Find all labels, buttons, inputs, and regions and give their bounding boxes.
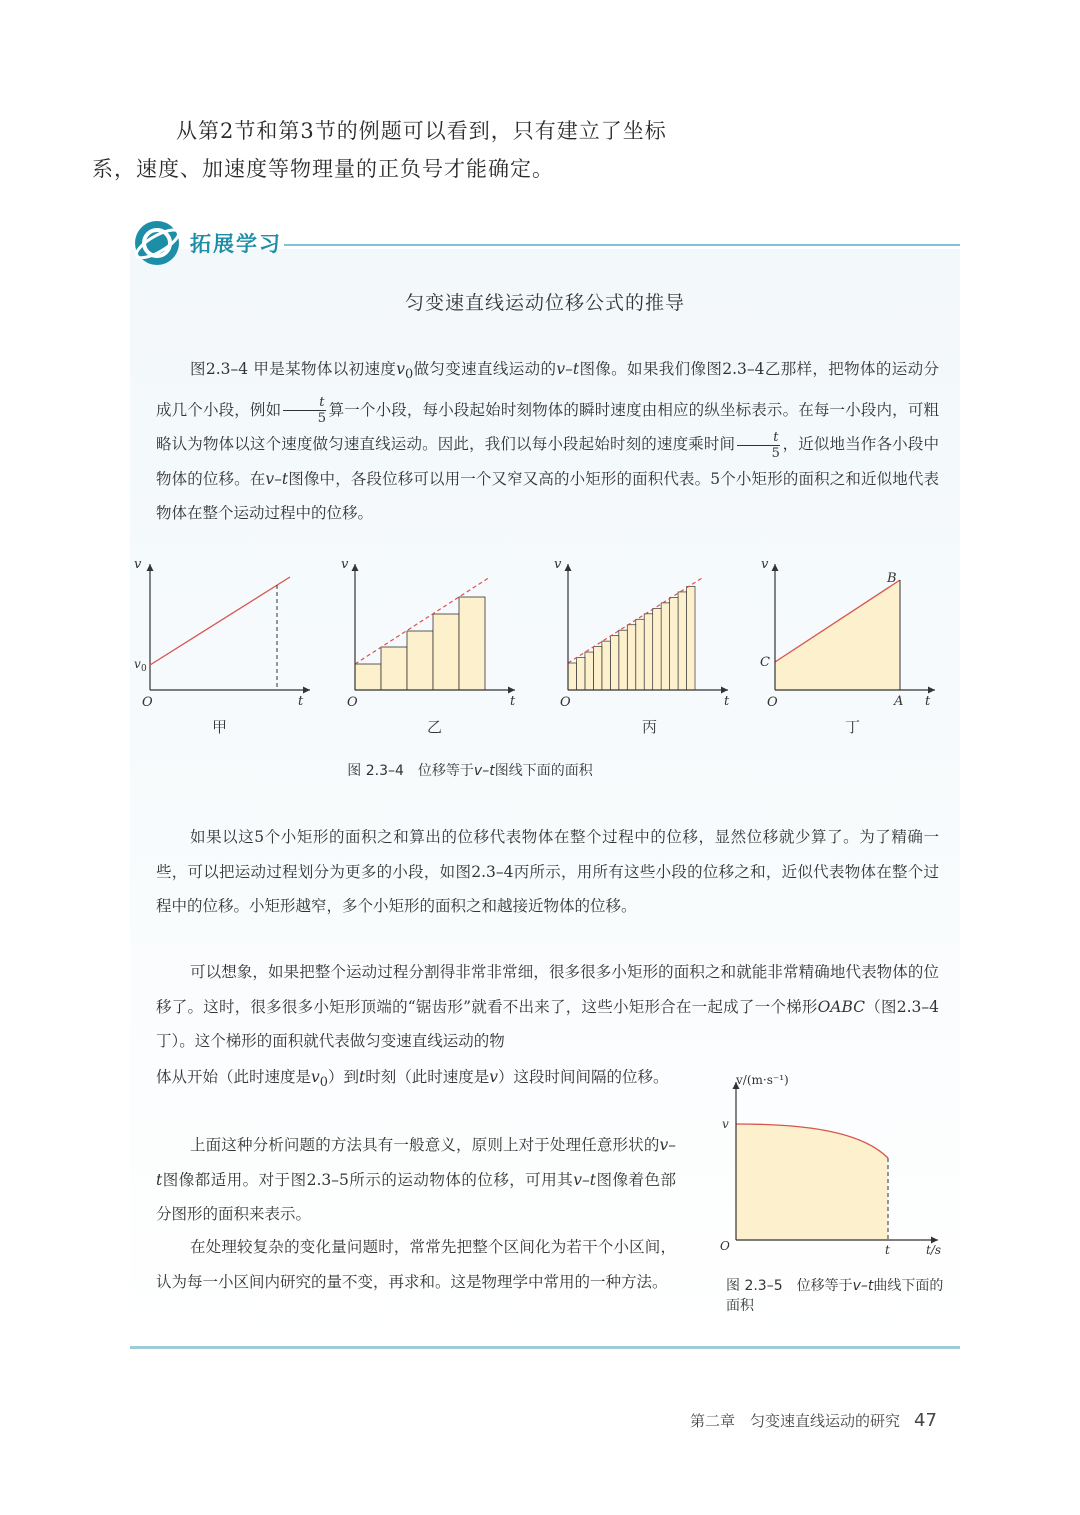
p3-oabc: OABC xyxy=(817,997,866,1016)
intro-line-2: 系，速度、加速度等物理量的正负号才能确定。 xyxy=(92,157,554,181)
frac-num: t xyxy=(283,395,326,411)
fig-cap-a: 图 2.3–4 位移等于 xyxy=(347,763,474,779)
bing-t-label: t xyxy=(724,694,730,709)
label-jia: 甲 xyxy=(212,718,228,736)
ding-point-c: C xyxy=(760,655,770,670)
bing-bar-1 xyxy=(568,663,576,690)
figure-2-3-5-caption xyxy=(726,1276,946,1316)
fig2-ylabel: v/(m·s⁻¹) xyxy=(736,1073,789,1087)
p1-text-f: 图像中，各段位移可以用一个又窄又高的小矩形的面积代表。5个小矩形的面积之和近似地代表物体在整个运动过程中的位移。 xyxy=(156,469,939,523)
frac-num-b: t xyxy=(737,430,780,446)
fig-cap-vt: v–t xyxy=(473,763,495,779)
p4-t: t xyxy=(359,1068,366,1086)
planet-logo-icon xyxy=(132,218,182,268)
ding-point-a: A xyxy=(894,694,904,709)
fraction-t-over-5-b xyxy=(737,430,780,461)
ding-point-b: B xyxy=(887,571,897,586)
p5-text-c: 图像着色部分图形的面积来表示。 xyxy=(156,1170,676,1223)
figure-2-3-4 xyxy=(130,550,960,750)
yi-bar-3 xyxy=(407,631,433,690)
paragraph-6 xyxy=(156,1230,676,1299)
bing-bar-2 xyxy=(576,658,584,690)
bing-bar-14 xyxy=(678,592,686,690)
p5-text-b: 图像都适用。对于图2.3–5所示的运动物体的位移，可用其 xyxy=(162,1170,574,1189)
jia-v-label: v xyxy=(134,557,142,572)
bing-bar-11 xyxy=(653,608,661,690)
ding-t-label: t xyxy=(925,694,931,709)
p4-text-a: 体从开始（此时速度是 xyxy=(156,1068,312,1086)
p4-v: v xyxy=(489,1068,499,1086)
panel-bottom-rule xyxy=(130,1346,960,1349)
bing-bar-12 xyxy=(661,603,669,690)
ding-origin: O xyxy=(767,695,778,710)
banner-title: 拓展学习 xyxy=(190,232,282,256)
p4-text-d: ）这段时间间隔的位移。 xyxy=(498,1068,669,1086)
bing-bar-8 xyxy=(627,625,635,690)
intro-paragraph xyxy=(92,112,694,188)
bing-v-label: v xyxy=(554,557,562,572)
label-ding: 丁 xyxy=(845,718,861,736)
p1-v0-sub: 0 xyxy=(404,367,414,383)
p1-text-c: 图像。如果我们像图2.3–4乙那样，把物体的运动分成几个小段，例如 xyxy=(156,360,939,419)
bing-bar-9 xyxy=(636,619,644,690)
paragraph-4 xyxy=(156,1060,676,1101)
p5-vt: v–t xyxy=(156,1136,676,1189)
bing-bar-3 xyxy=(585,652,593,690)
yi-bar-1 xyxy=(355,664,381,690)
ding-trapezoid xyxy=(775,580,900,690)
paragraph-1 xyxy=(156,352,939,531)
yi-bar-2 xyxy=(381,647,407,690)
fig2-v: v xyxy=(722,1117,729,1131)
label-yi: 乙 xyxy=(427,718,443,736)
fig2-cap-vt: v–t xyxy=(852,1278,874,1294)
ding-v-label: v xyxy=(761,557,769,572)
figure-2-3-4-caption xyxy=(130,760,810,780)
fig2-shaded-area xyxy=(736,1124,888,1240)
p2-text: 如果以这5个小矩形的面积之和算出的位移代表物体在整个过程中的位移，显然位移就少算了。为了精确一些，可以把运动过程划分为更多的小段，如图2.3–4丙所示，用所有这些小段的位移之和，近似代表物体在整个过程中的位移。小矩形越窄，多个小矩形的面积之和越接近物体的位移。 xyxy=(156,828,939,915)
p4-text-b: ）到 xyxy=(328,1068,360,1086)
panel-ding xyxy=(760,557,935,710)
bing-bar-15 xyxy=(687,586,695,690)
p1-v0: v xyxy=(396,360,405,378)
p1-text-b: 做匀变速直线运动的 xyxy=(413,360,557,378)
paragraph-5 xyxy=(156,1128,676,1232)
frac-den-b: 5 xyxy=(771,445,780,461)
label-bing: 丙 xyxy=(642,718,658,736)
bing-bar-13 xyxy=(670,597,678,690)
p4-v0-sub: 0 xyxy=(319,1075,328,1091)
jia-vt-line xyxy=(150,577,290,665)
banner-rule xyxy=(284,244,960,246)
p1-text-e: ，近似地当作各小段中物体的位移。在 xyxy=(156,435,939,488)
yi-t-label: t xyxy=(510,694,516,709)
jia-origin: O xyxy=(142,695,153,710)
fig2-t: t xyxy=(885,1243,890,1257)
p5-text-a: 上面这种分析问题的方法具有一般意义，原则上对于处理任意形状的 xyxy=(190,1136,660,1154)
fraction-t-over-5 xyxy=(283,395,326,426)
page-footer xyxy=(690,1410,937,1431)
jia-t-label: t xyxy=(298,694,304,709)
bing-origin: O xyxy=(560,695,571,710)
jia-v0-sub: 0 xyxy=(141,664,147,674)
panel-jia xyxy=(134,557,310,710)
p1-vt-b: v–t xyxy=(265,469,289,488)
frac-den: 5 xyxy=(317,411,326,427)
bing-bar-5 xyxy=(602,641,610,690)
p4-v0: v xyxy=(311,1068,320,1086)
figure-2-3-5 xyxy=(710,1068,960,1268)
page-number: 47 xyxy=(914,1410,937,1431)
intro-line-1: 从第2节和第3节的例题可以看到，只有建立了坐标 xyxy=(176,119,667,143)
yi-bar-4 xyxy=(433,614,459,690)
fig2-xlabel: t/s xyxy=(926,1243,942,1257)
bing-bar-10 xyxy=(644,614,652,690)
fig2-cap-b: 曲线下面的面积 xyxy=(726,1278,944,1314)
section-banner xyxy=(132,218,962,268)
p1-text-d: 算一个小段，每小段起始时刻物体的瞬时速度由相应的纵坐标表示。在每一小段内，可粗略认为物体以这个速度做匀速直线运动。因此，我们以每小段起始时刻的速度乘时间 xyxy=(156,400,939,454)
p6-text: 在处理较复杂的变化量问题时，常常先把整个区间化为若干个小区间，认为每一小区间内研究的量不变，再求和。这是物理学中常用的一种方法。 xyxy=(156,1238,676,1291)
bing-bar-4 xyxy=(593,647,601,690)
fig2-cap-a: 图 2.3–5 位移等于 xyxy=(726,1278,853,1294)
p1-vt: v–t xyxy=(556,360,580,378)
p3-text-b: （图2.3–4丁）。这个梯形的面积就代表做匀变速直线运动的物 xyxy=(156,997,939,1050)
p1-text-a: 图2.3–4 甲是某物体以初速度 xyxy=(190,360,397,378)
paragraph-3 xyxy=(156,955,939,1059)
p4-text-c: 时刻（此时速度是 xyxy=(365,1068,490,1086)
panel-yi xyxy=(341,557,516,710)
p3-text-a: 可以想象，如果把整个运动过程分割得非常非常细，很多很多小矩形的面积之和就能非常精确地代表物体的位移了。这时，很多很多小矩形顶端的“锯齿形”就看不出来了，这些小矩形合在一起成了一个梯形 xyxy=(156,963,939,1016)
paragraph-2 xyxy=(156,820,939,924)
bing-bar-6 xyxy=(610,636,618,690)
jia-v0: v xyxy=(134,657,141,671)
panel-bing xyxy=(554,557,730,710)
footer-chapter: 第二章 匀变速直线运动的研究 xyxy=(690,1412,901,1430)
yi-bar-5 xyxy=(459,597,485,690)
bing-bar-7 xyxy=(619,630,627,690)
yi-v-label: v xyxy=(341,557,349,572)
yi-origin: O xyxy=(347,695,358,710)
fig-cap-b: 图线下面的面积 xyxy=(494,763,593,779)
fig2-origin: O xyxy=(720,1239,730,1253)
p5-vt-2: v–t xyxy=(573,1170,597,1189)
section-title: 匀变速直线运动位移公式的推导 xyxy=(404,292,685,314)
